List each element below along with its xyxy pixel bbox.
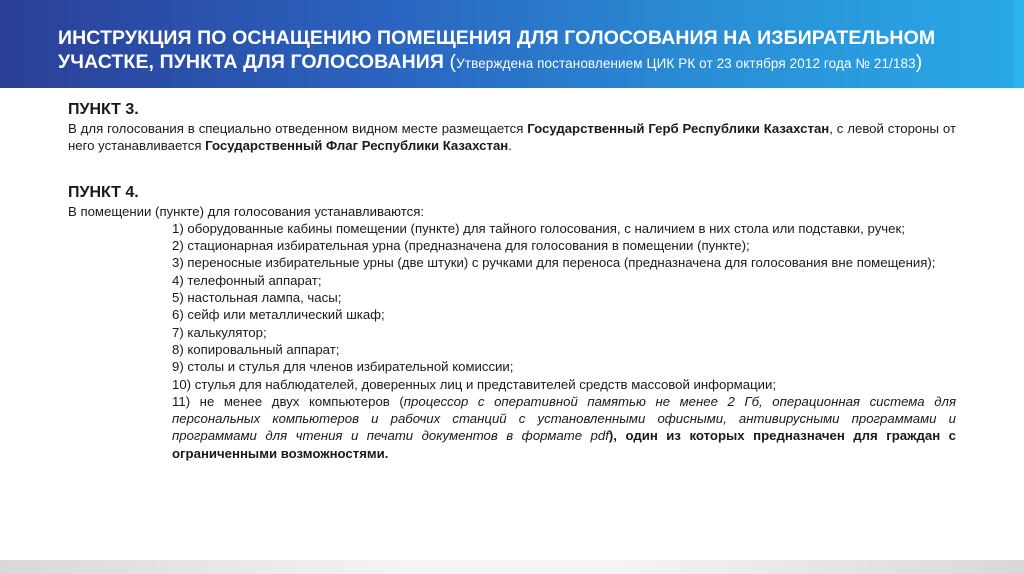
title-paren-open: ( [444,51,457,73]
punkt-3-text [68,120,956,155]
list-item: 5) настольная лампа, часы; [172,290,342,306]
bottom-bar [0,560,1024,574]
punkt-4-heading: ПУНКТ 4. [68,183,139,201]
list-item: 4) телефонный аппарат; [172,272,322,288]
flag-text: Государственный Флаг Республики Казахстан [205,138,509,154]
coat-of-arms-text: Государственный Герб Республики Казахстан [527,121,830,136]
banner-accent [1014,0,1024,88]
computers-spec-text: процессор с оперативной памятью не менее 2 Гб, операционная система для персональных компьютеров и рабочих станций с установленными офисными, антивирусными программами и программами для чтения и печати документов в формате pdf [172,393,956,444]
title-subtitle: Утверждена постановлением ЦИК РК от 23 октября 2012 года № 21/183 [456,56,916,71]
punkt-3-text-part-1: В для голосования в специально отведенном видном месте размещается [68,121,528,136]
computers-text-post: ), один из которых предназначен для граждан с ограниченными возможностями. [172,428,956,461]
list-item: 9) столы и стулья для членов избирательной комиссии; [172,359,514,375]
header-banner [0,0,1024,88]
page-title [58,26,958,76]
punkt-4-intro: В помещении (пункте) для голосования устанавливаются: [68,203,425,219]
list-item: 3) переносные избирательные урны (две штуки) с ручками для переноса (предназначена для голосования вне помещения); [172,255,936,271]
title-paren-close: ) [915,51,923,73]
title-line-1: ИНСТРУКЦИЯ ПО ОСНАЩЕНИЮ ПОМЕЩЕНИЯ ДЛЯ ГОЛОСОВАНИЯ НА ИЗБИРАТЕЛЬНОМ [58,27,936,49]
punkt-3-heading: ПУНКТ 3. [68,101,139,118]
computers-text-pre: 11) не менее двух компьютеров ( [172,393,404,409]
equipment-list [68,220,956,462]
document-body [68,100,956,462]
list-item: 2) стационарная избирательная урна (предназначена для голосования в помещении (пункте); [172,238,750,254]
list-item: 10) стулья для наблюдателей, доверенных лиц и представителей средств массовой информации; [172,376,777,392]
section-gap [68,155,956,183]
punkt-3-text-part-3: . [508,138,512,154]
list-item: 1) оборудованные кабины помещении (пункте) для тайного голосования, с наличием в них стола или подставки, ручек; [172,220,905,236]
list-item: 6) сейф или металлический шкаф; [172,307,385,323]
title-line-2: УЧАСТКЕ, ПУНКТА ДЛЯ ГОЛОСОВАНИЯ [58,51,444,73]
list-item: 7) калькулятор; [172,324,267,340]
list-item-computers [172,393,956,462]
list-item: 8) копировальный аппарат; [172,341,340,357]
punkt-3-text-part-2: , с левой стороны от него устанавливается [68,121,956,154]
